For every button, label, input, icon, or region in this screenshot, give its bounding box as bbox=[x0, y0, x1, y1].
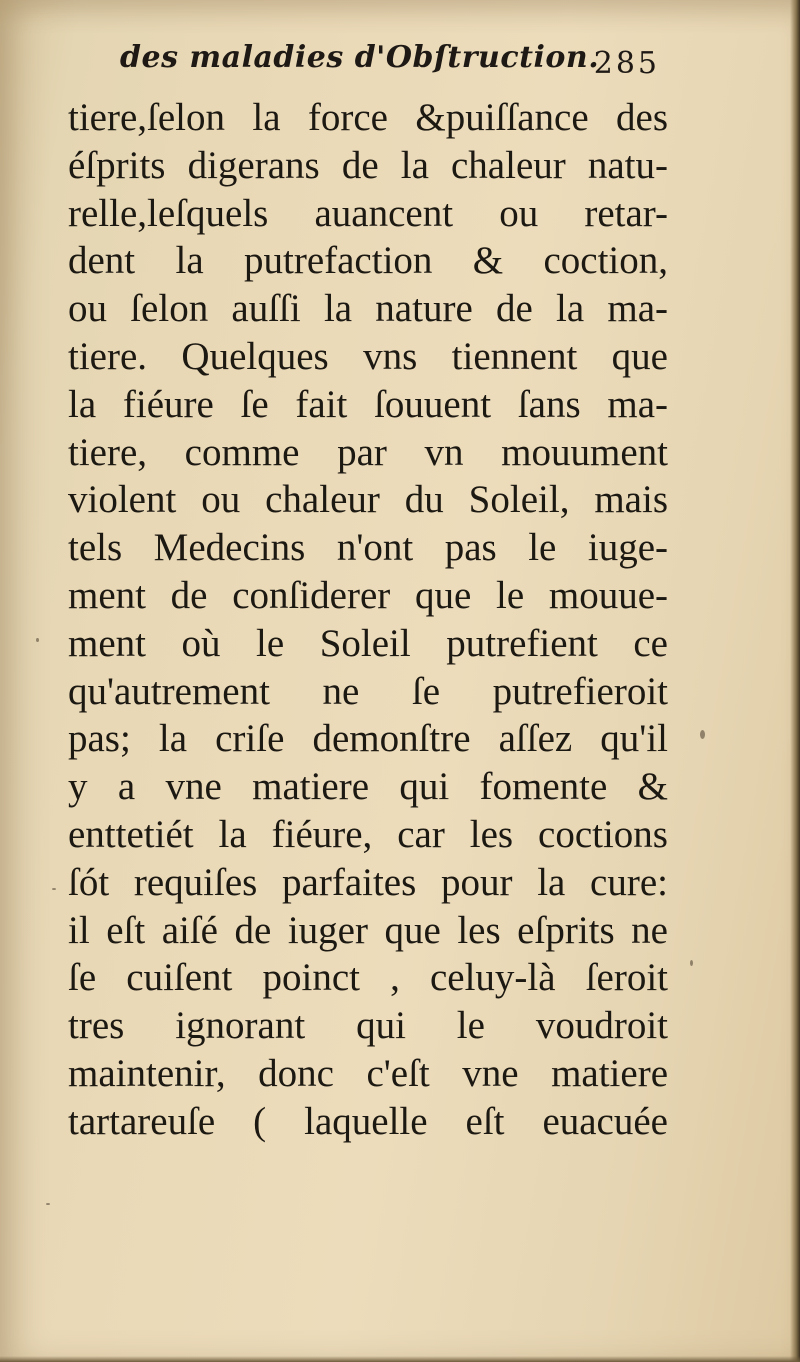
page-edge bbox=[790, 0, 800, 1362]
text-line: ment de conſiderer que le mouue- bbox=[68, 573, 668, 617]
text-line: tiere,ſelon la force &puiſſance des bbox=[68, 96, 668, 139]
text-line: la fiéure ſe fait ſouuent ſans ma- bbox=[68, 382, 668, 426]
text-line: tels Medecins n'ont pas le iuge- bbox=[68, 526, 668, 570]
text-line: tiere. Quelques vns tiennent que bbox=[68, 334, 668, 378]
text-line: tartareuſe ( laquelle eſt euacuée bbox=[68, 1099, 668, 1143]
text-line: relle,leſquels auancent ou retar- bbox=[68, 191, 668, 235]
text-line: ſót requiſes parfaites pour la cure: bbox=[68, 860, 668, 904]
text-line: ment où le Soleil putrefient ce bbox=[68, 621, 668, 665]
text-line: ou ſelon auſſi la nature de la ma- bbox=[68, 287, 668, 331]
running-head bbox=[120, 40, 660, 90]
body-text bbox=[68, 94, 668, 1146]
text-line: éſprits digerans de la chaleur natu- bbox=[68, 143, 668, 187]
text-line: maintenir, donc c'eſt vne matiere bbox=[68, 1051, 668, 1095]
text-line: dent la putrefaction & coction, bbox=[68, 239, 668, 283]
page-bottom-edge bbox=[0, 1356, 800, 1362]
text-line: enttetiét la fiéure, car les coctions bbox=[68, 812, 668, 856]
paper-speck bbox=[52, 888, 56, 890]
paper-speck bbox=[690, 960, 693, 966]
text-line: il eſt aiſé de iuger que les eſprits ne bbox=[68, 908, 668, 952]
text-line: tres ignorant qui le voudroit bbox=[68, 1004, 668, 1048]
text-line: y a vne matiere qui fomente & bbox=[68, 765, 668, 809]
running-head-title: des maladies d'Obſtruction. bbox=[120, 40, 600, 75]
text-line: violent ou chaleur du Soleil, mais bbox=[68, 478, 668, 522]
paper-speck bbox=[46, 1203, 50, 1205]
paper-speck bbox=[36, 638, 39, 642]
page-number: 285 bbox=[593, 46, 660, 81]
text-line: ſe cuiſent poinct , celuy-là ſeroit bbox=[68, 956, 668, 1000]
text-line: tiere, comme par vn mouument bbox=[68, 430, 668, 474]
text-line: qu'autrement ne ſe putrefieroit bbox=[68, 669, 668, 713]
paper-speck bbox=[700, 730, 705, 739]
text-line: pas; la criſe demonſtre aſſez qu'il bbox=[68, 717, 668, 761]
